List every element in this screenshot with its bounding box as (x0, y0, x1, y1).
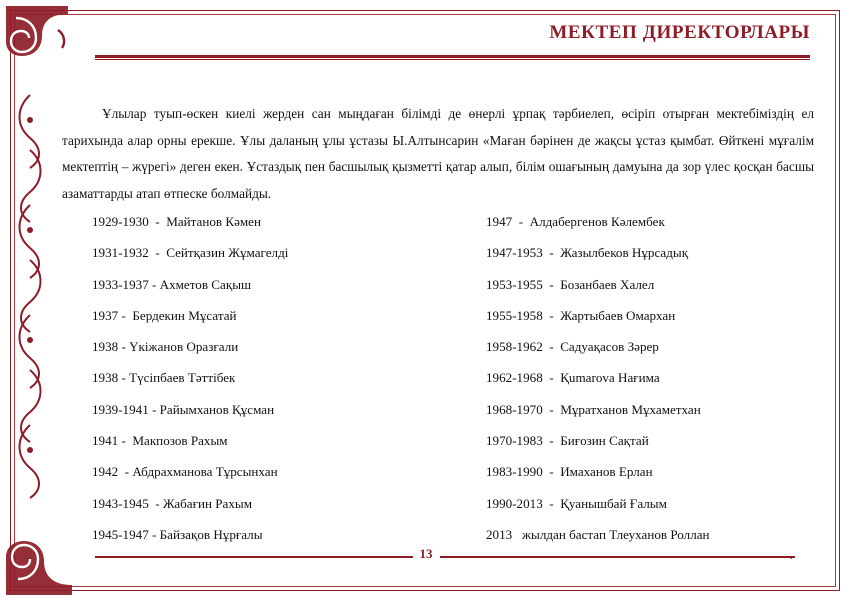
page-title: МЕКТЕП ДИРЕКТОРЛАРЫ (549, 22, 810, 43)
list-item: 1938 - Түсіпбаев Тәттібек (92, 370, 236, 386)
list-item: 1929-1930 - Майтанов Кәмен (92, 214, 262, 229)
ornament-left-strip (0, 0, 60, 601)
list-item: 1990-2013 - Қуанышбай Ғалым (486, 495, 667, 511)
list-item: 1947-1953 - Жазылбеков Нұрсадық (486, 245, 689, 261)
page-header (95, 22, 810, 68)
footer-mark: . (790, 548, 793, 562)
list-item: 1968-1970 - Мұратханов Мұхаметхан (486, 401, 701, 417)
list-item: 1970-1983 - Биғозин Сақтай (486, 432, 649, 448)
list-item: 1931-1932 - Сейтқазин Жұмагелді (92, 245, 289, 261)
list-item: 1933-1937 - Ахметов Сақыш (92, 276, 252, 292)
list-item: 1941 - Макпозов Рахым (92, 432, 228, 448)
list-item: 1955-1958 - Жартыбаев Омархан (486, 307, 676, 323)
intro-paragraph: Ұлылар туып-өскен киелі жерден сан мыңдаған білімді де өнерлі ұрпақ тәрбиелеп, өсіріп отырған мектебіміздің ел тарихында алар орны ерекше. Ұлы даланың ұлы ұстазы Ы.Алтынсарин «Маған бәрінен де жақсы ұстаз қымбат. Өйткені мұғалім мектептің – жүрегі» деген екен. Ұстаздық пен басшылық қызметті қатар алып, білім ошағының дамуына да зор үлес қосқан басшы азаматтарды атап өтпеске болмайды. (62, 106, 814, 202)
list-item: 1938 - Үкіжанов Оразғали (92, 339, 239, 355)
list-item: 1945-1947 - Байзақов Нұрғалы (92, 526, 263, 542)
list-item: 1939-1941 - Райымханов Құсман (92, 401, 275, 417)
list-item: 1943-1945 - Жабағин Рахым (92, 495, 252, 511)
footer-divider-left (95, 556, 413, 558)
directors-column-left (92, 215, 396, 559)
footer-divider-right (440, 556, 795, 558)
list-item: 1962-1968 - Қumarova Нағима (486, 370, 660, 386)
directors-list (92, 215, 790, 559)
list-item: 1958-1962 - Садуақасов Зәрер (486, 339, 659, 355)
page-number: 13 (419, 546, 433, 561)
list-item: 1942 - Абдрахманова Тұрсынхан (92, 464, 278, 480)
ornament-corner-top-left (2, 2, 72, 72)
directors-column-right (486, 215, 790, 559)
ornament-corner-bottom-left (2, 521, 77, 599)
list-item: 1983-1990 - Имаханов Ерлан (486, 464, 653, 480)
header-divider (95, 55, 810, 58)
list-item: 2013 жылдан бастап Тлеуханов Роллан (486, 526, 710, 542)
list-item: 1937 - Бердекин Мұсатай (92, 307, 237, 323)
list-item: 1947 - Алдабергенов Кәлембек (486, 214, 665, 229)
list-item: 1953-1955 - Бозанбаев Халел (486, 276, 655, 292)
